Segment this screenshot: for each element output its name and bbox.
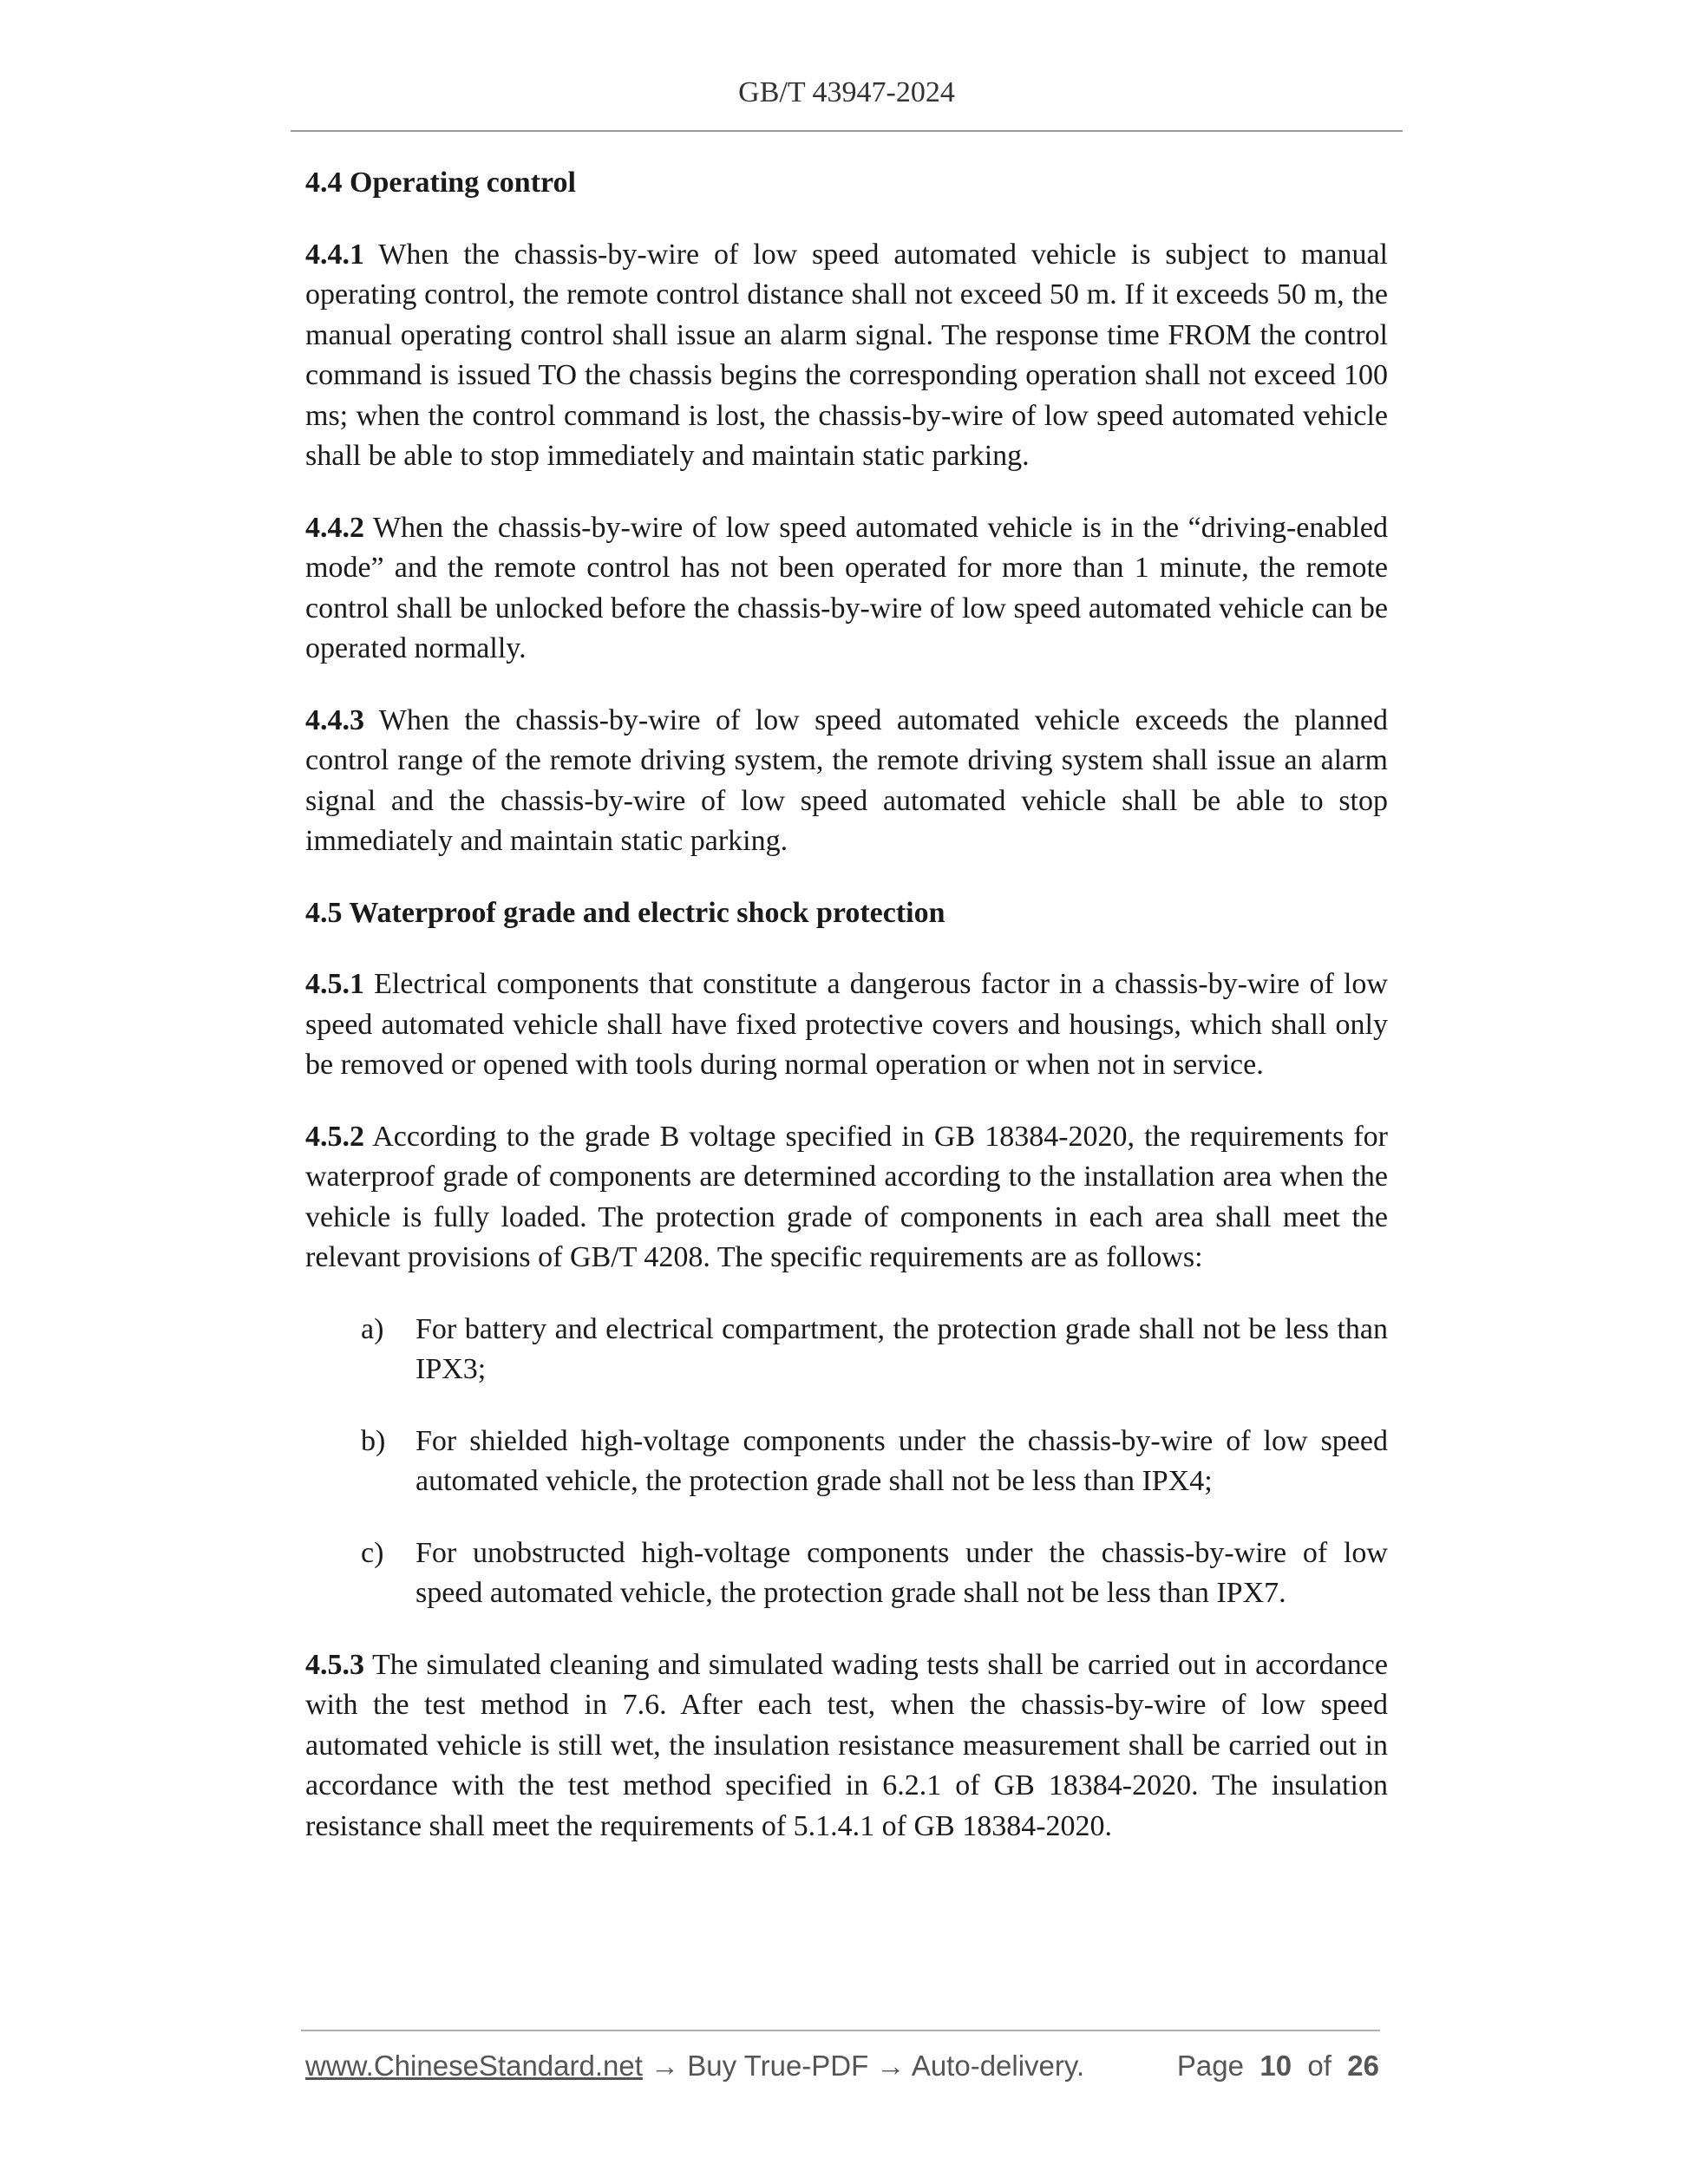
list-marker: c) xyxy=(361,1536,384,1569)
page-indicator xyxy=(1177,2050,1379,2083)
section-heading-4-5: 4.5 Waterproof grade and electric shock protection xyxy=(305,896,945,929)
clause-text: When the chassis-by-wire of low speed automated vehicle exceeds the planned control range of the remote driving system, the remote driving system shall issue an alarm signal and the chassis-by-wire of low speed automated vehicle shall be able to stop immediately and maintain static parking. xyxy=(305,703,1388,857)
document-id-header: GB/T 43947-2024 xyxy=(738,76,955,108)
page-label: Page xyxy=(1176,2050,1244,2082)
section-heading-4-4: 4.4 Operating control xyxy=(305,167,576,199)
footer-left xyxy=(305,2050,1084,2083)
clause-number: 4.4.1 xyxy=(305,238,364,271)
document-body xyxy=(305,163,1388,1878)
list-item-text: For unobstructed high-voltage components under the chassis-by-wire of low speed automated vehicle, the protection grade shall not be less than IPX7. xyxy=(415,1536,1388,1609)
list-item xyxy=(305,1310,1388,1390)
clause-number: 4.4.3 xyxy=(305,703,364,736)
current-page-number: 10 xyxy=(1259,2050,1292,2082)
clause-number: 4.5.3 xyxy=(305,1648,364,1681)
clause-4-5-1 xyxy=(305,964,1388,1086)
clause-4-5-3 xyxy=(305,1645,1388,1847)
list-marker: a) xyxy=(361,1312,384,1345)
website-link[interactable]: www.ChineseStandard.net xyxy=(305,2050,643,2082)
clause-4-4-1 xyxy=(305,235,1388,477)
clause-number: 4.5.2 xyxy=(305,1120,364,1153)
list-item-text: For battery and electrical compartment, the protection grade shall not be less than IPX3; xyxy=(415,1312,1388,1385)
header-divider xyxy=(291,130,1403,132)
page-of-label: of xyxy=(1307,2050,1331,2082)
clause-number: 4.4.2 xyxy=(305,511,364,544)
list-marker: b) xyxy=(361,1424,386,1457)
clause-text: When the chassis-by-wire of low speed automated vehicle is in the “driving-enabled mode” and the remote control has not been operated for more than 1 minute, the remote control shall be unlocked before the chassis-by-wire of low speed automated vehicle can be operated normally. xyxy=(305,511,1388,664)
page-footer xyxy=(305,2050,1379,2083)
clause-text: When the chassis-by-wire of low speed automated vehicle is subject to manual operating control, the remote control distance shall not exceed 50 m. If it exceeds 50 m, the manual operating control shall issue an alarm signal. The response time FROM the control command is issued TO the chassis begins the corresponding operation shall not exceed 100 ms; when the control command is lost, the chassis-by-wire of low speed automated vehicle shall be able to stop immediately and maintain static parking. xyxy=(305,238,1388,472)
list-item-text: For shielded high-voltage components under the chassis-by-wire of low speed automated vehicle, the protection grade shall not be less than IPX4; xyxy=(415,1424,1388,1497)
list-item xyxy=(305,1533,1388,1614)
clause-number: 4.5.1 xyxy=(305,968,364,1000)
clause-text: According to the grade B voltage specified in GB 18384-2020, the requirements for waterproof grade of components are determined according to the installation area when the vehicle is fully loaded. The protection grade of components in each area shall meet the relevant provisions of GB/T 4208. The specific requirements are as follows: xyxy=(305,1120,1388,1273)
footer-tagline: → Buy True-PDF → Auto-delivery. xyxy=(642,2050,1085,2082)
footer-divider xyxy=(301,2030,1380,2031)
clause-4-4-2 xyxy=(305,508,1388,670)
clause-text: The simulated cleaning and simulated wading tests shall be carried out in accordance with the test method in 7.6. After each test, when the chassis-by-wire of low speed automated vehicle is still wet, the insulation resistance measurement shall be carried out in accordance with the test method specified in 6.2.1 of GB 18384-2020. The insulation resistance shall meet the requirements of 5.1.4.1 of GB 18384-2020. xyxy=(305,1648,1388,1842)
clause-4-5-2 xyxy=(305,1117,1388,1278)
clause-4-4-3 xyxy=(305,701,1388,862)
list-item xyxy=(305,1422,1388,1502)
total-pages-number: 26 xyxy=(1347,2050,1379,2082)
clause-text: Electrical components that constitute a dangerous factor in a chassis-by-wire of low speed automated vehicle shall have fixed protective covers and housings, which shall only be removed or opened with tools during normal operation or when not in service. xyxy=(305,968,1388,1081)
